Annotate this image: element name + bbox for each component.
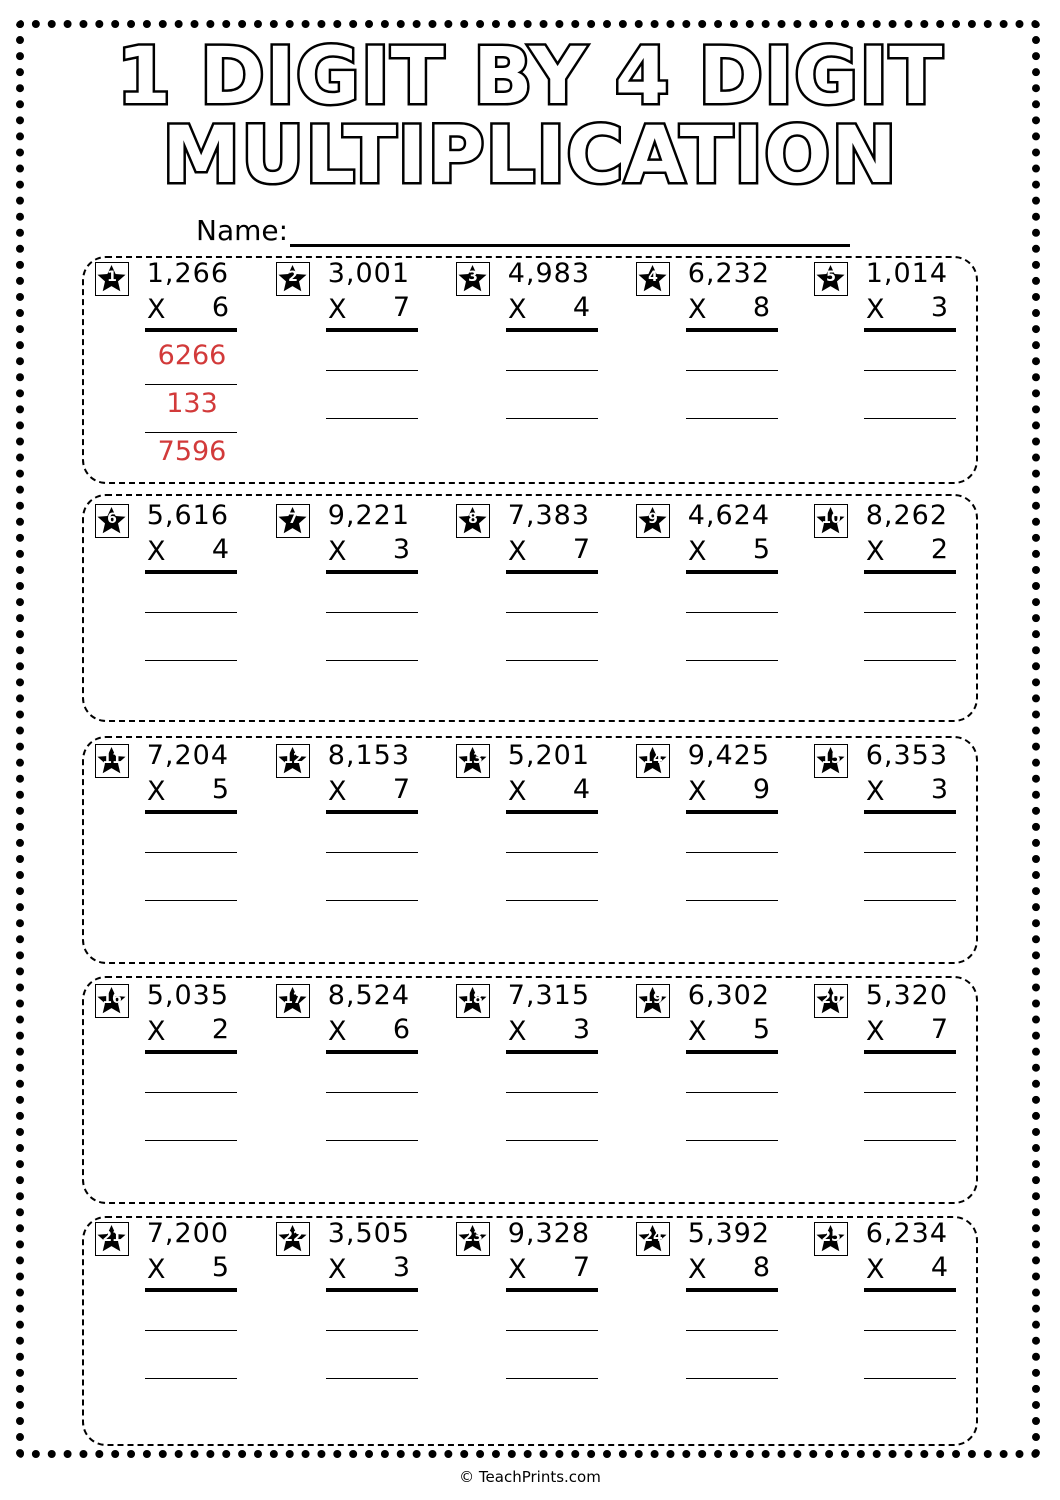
star-number-badge xyxy=(814,1222,848,1256)
answer-bar xyxy=(506,810,598,814)
answer-bar xyxy=(864,1288,956,1292)
answer-line-1[interactable] xyxy=(686,612,778,613)
problem-number: 22 xyxy=(283,1229,303,1245)
star-number-badge xyxy=(814,504,848,538)
times-sign: X xyxy=(508,776,527,807)
multiplicand: 6,234 xyxy=(865,1218,948,1249)
answer-bar xyxy=(686,1288,778,1292)
multiplicand: 8,153 xyxy=(327,740,410,771)
answer-line-2[interactable] xyxy=(864,660,956,661)
multiplier: 4 xyxy=(572,774,590,805)
times-sign: X xyxy=(508,1254,527,1285)
multiplier: 5 xyxy=(752,1014,770,1045)
multiplier: 8 xyxy=(752,292,770,323)
multiplicand: 5,320 xyxy=(865,980,948,1011)
answer-line-1[interactable] xyxy=(145,612,237,613)
answer-line-2[interactable] xyxy=(326,1378,418,1379)
star-number-badge xyxy=(276,504,310,538)
partial-product-1: 6266 xyxy=(157,340,227,371)
problem-4 xyxy=(636,258,806,442)
problem-number: 3 xyxy=(468,269,478,285)
answer-line-2[interactable] xyxy=(145,900,237,901)
answer-line-2[interactable] xyxy=(864,418,956,419)
answer-bar xyxy=(864,328,956,332)
answer-line-1[interactable] xyxy=(864,612,956,613)
times-sign: X xyxy=(147,1016,166,1047)
problem-number: 1 xyxy=(107,269,117,285)
answer-line-2[interactable] xyxy=(686,660,778,661)
problem-number: 10 xyxy=(821,511,841,527)
problem-number: 12 xyxy=(283,751,303,767)
answer-line-1[interactable] xyxy=(145,1330,237,1331)
answer-bar xyxy=(864,570,956,574)
answer-line-2[interactable] xyxy=(864,1378,956,1379)
times-sign: X xyxy=(866,294,885,325)
star-number-badge xyxy=(276,744,310,778)
problem-12 xyxy=(276,740,446,924)
answer-line-2[interactable] xyxy=(326,900,418,901)
answer-line-1[interactable] xyxy=(686,1092,778,1093)
star-number-badge xyxy=(95,504,129,538)
answer-line-1[interactable] xyxy=(506,1092,598,1093)
answer-bar xyxy=(506,1050,598,1054)
answer-line-2[interactable] xyxy=(145,660,237,661)
problem-number: 16 xyxy=(102,991,122,1007)
answer-line-2[interactable] xyxy=(686,1378,778,1379)
star-number-badge xyxy=(276,262,310,296)
problem-number: 4 xyxy=(648,269,658,285)
times-sign: X xyxy=(866,536,885,567)
problem-number: 20 xyxy=(821,991,841,1007)
answer-line-1[interactable] xyxy=(145,1092,237,1093)
answer-line-2[interactable] xyxy=(686,900,778,901)
answer-line-2[interactable] xyxy=(145,1140,237,1141)
times-sign: X xyxy=(866,776,885,807)
star-number-badge xyxy=(814,744,848,778)
problem-number: 7 xyxy=(288,511,298,527)
answer-line-1[interactable] xyxy=(326,370,418,371)
problem-13 xyxy=(456,740,626,924)
multiplicand: 7,200 xyxy=(146,1218,229,1249)
multiplicand: 7,383 xyxy=(507,500,590,531)
multiplicand: 1,014 xyxy=(865,258,948,289)
multiplier: 5 xyxy=(211,1252,229,1283)
star-number-badge xyxy=(814,984,848,1018)
problem-number: 11 xyxy=(102,751,122,767)
problem-number: 21 xyxy=(102,1229,122,1245)
answer-line-1[interactable] xyxy=(506,370,598,371)
multiplicand: 8,524 xyxy=(327,980,410,1011)
multiplicand: 3,505 xyxy=(327,1218,410,1249)
answer-line-1[interactable] xyxy=(145,852,237,853)
problem-number: 18 xyxy=(463,991,483,1007)
answer-line-1[interactable] xyxy=(864,852,956,853)
times-sign: X xyxy=(688,776,707,807)
answer-line-1[interactable] xyxy=(864,1330,956,1331)
answer-line-2[interactable] xyxy=(506,1378,598,1379)
problem-10 xyxy=(814,500,984,684)
answer-result: 7596 xyxy=(157,436,227,467)
star-number-badge xyxy=(456,984,490,1018)
multiplicand: 4,624 xyxy=(687,500,770,531)
star-number-badge xyxy=(95,1222,129,1256)
multiplicand: 5,616 xyxy=(146,500,229,531)
times-sign: X xyxy=(688,1016,707,1047)
multiplicand: 5,035 xyxy=(146,980,229,1011)
problem-2 xyxy=(276,258,446,442)
problem-17 xyxy=(276,980,446,1164)
times-sign: X xyxy=(866,1016,885,1047)
star-number-badge xyxy=(636,984,670,1018)
answer-bar xyxy=(145,1050,237,1054)
answer-bar xyxy=(145,810,237,814)
problem-18 xyxy=(456,980,626,1164)
problem-14 xyxy=(636,740,806,924)
problem-8 xyxy=(456,500,626,684)
problem-15 xyxy=(814,740,984,924)
answer-line-1[interactable] xyxy=(686,852,778,853)
answer-bar xyxy=(326,810,418,814)
times-sign: X xyxy=(147,1254,166,1285)
answer-bar xyxy=(326,1288,418,1292)
multiplicand: 4,983 xyxy=(507,258,590,289)
times-sign: X xyxy=(147,294,166,325)
answer-line-1[interactable] xyxy=(326,852,418,853)
multiplicand: 7,315 xyxy=(507,980,590,1011)
star-number-badge xyxy=(95,984,129,1018)
multiplicand: 6,353 xyxy=(865,740,948,771)
star-number-badge xyxy=(95,744,129,778)
times-sign: X xyxy=(688,1254,707,1285)
multiplier: 4 xyxy=(930,1252,948,1283)
answer-line-2[interactable] xyxy=(326,1140,418,1141)
multiplicand: 6,232 xyxy=(687,258,770,289)
times-sign: X xyxy=(147,536,166,567)
star-number-badge xyxy=(456,1222,490,1256)
multiplier: 3 xyxy=(930,774,948,805)
problem-number: 5 xyxy=(826,269,836,285)
multiplier: 2 xyxy=(930,534,948,565)
problem-number: 8 xyxy=(468,511,478,527)
problem-number: 25 xyxy=(821,1229,841,1245)
multiplier: 3 xyxy=(392,534,410,565)
answer-bar xyxy=(864,1050,956,1054)
answer-bar xyxy=(145,328,237,332)
multiplier: 3 xyxy=(930,292,948,323)
answer-bar xyxy=(326,328,418,332)
answer-line-1[interactable] xyxy=(506,852,598,853)
multiplicand: 3,001 xyxy=(327,258,410,289)
star-number-badge xyxy=(814,262,848,296)
star-number-badge xyxy=(456,504,490,538)
times-sign: X xyxy=(688,536,707,567)
times-sign: X xyxy=(328,536,347,567)
problem-19 xyxy=(636,980,806,1164)
multiplicand: 7,204 xyxy=(146,740,229,771)
answer-line-2[interactable] xyxy=(686,418,778,419)
multiplicand: 9,425 xyxy=(687,740,770,771)
multiplier: 8 xyxy=(752,1252,770,1283)
worksheet-title-line-2: MULTIPLICATION xyxy=(162,111,898,201)
answer-line-2[interactable] xyxy=(326,418,418,419)
problem-11 xyxy=(95,740,265,924)
answer-line-2[interactable] xyxy=(326,660,418,661)
answer-line-1[interactable] xyxy=(326,1330,418,1331)
answer-bar xyxy=(145,1288,237,1292)
star-number-badge xyxy=(276,984,310,1018)
multiplier: 3 xyxy=(572,1014,590,1045)
answer-bar xyxy=(686,1050,778,1054)
multiplier: 2 xyxy=(211,1014,229,1045)
answer-line-2[interactable] xyxy=(506,900,598,901)
multiplicand: 1,266 xyxy=(146,258,229,289)
problem-number: 24 xyxy=(643,1229,663,1245)
answer-line-2[interactable] xyxy=(686,1140,778,1141)
problem-25 xyxy=(814,1218,984,1402)
answer-line-1[interactable] xyxy=(506,1330,598,1331)
answer-bar xyxy=(686,570,778,574)
problem-number: 13 xyxy=(463,751,483,767)
answer-line-1[interactable] xyxy=(686,1330,778,1331)
problem-number: 6 xyxy=(107,511,117,527)
times-sign: X xyxy=(328,1254,347,1285)
star-number-badge xyxy=(636,262,670,296)
problem-number: 23 xyxy=(463,1229,483,1245)
multiplier: 7 xyxy=(572,534,590,565)
work-line xyxy=(145,384,237,385)
star-number-badge xyxy=(636,1222,670,1256)
multiplier: 5 xyxy=(211,774,229,805)
answer-line-2[interactable] xyxy=(506,1140,598,1141)
answer-bar xyxy=(864,810,956,814)
star-number-badge xyxy=(636,744,670,778)
problem-9 xyxy=(636,500,806,684)
partial-product-2: 133 xyxy=(166,388,218,419)
problem-number: 9 xyxy=(648,511,658,527)
times-sign: X xyxy=(328,1016,347,1047)
multiplier: 4 xyxy=(572,292,590,323)
problem-number: 15 xyxy=(821,751,841,767)
answer-line-2[interactable] xyxy=(864,900,956,901)
star-number-badge xyxy=(636,504,670,538)
answer-line-2[interactable] xyxy=(506,660,598,661)
multiplicand: 6,302 xyxy=(687,980,770,1011)
times-sign: X xyxy=(866,1254,885,1285)
problem-21 xyxy=(95,1218,265,1402)
name-label: Name: xyxy=(196,214,289,247)
answer-bar xyxy=(506,328,598,332)
answer-bar xyxy=(506,1288,598,1292)
star-number-badge xyxy=(276,1222,310,1256)
copyright-footer: © TeachPrints.com xyxy=(459,1468,601,1486)
work-line xyxy=(145,432,237,433)
problem-number: 14 xyxy=(643,751,663,767)
answer-line-2[interactable] xyxy=(864,1140,956,1141)
answer-bar xyxy=(686,810,778,814)
multiplicand: 5,201 xyxy=(507,740,590,771)
answer-line-1[interactable] xyxy=(506,612,598,613)
name-row xyxy=(196,214,856,250)
multiplier: 3 xyxy=(392,1252,410,1283)
problem-23 xyxy=(456,1218,626,1402)
problem-1 xyxy=(95,258,265,467)
name-field[interactable] xyxy=(290,244,850,247)
multiplicand: 8,262 xyxy=(865,500,948,531)
times-sign: X xyxy=(328,776,347,807)
problem-7 xyxy=(276,500,446,684)
answer-line-2[interactable] xyxy=(145,1378,237,1379)
problem-3 xyxy=(456,258,626,442)
star-number-badge xyxy=(456,744,490,778)
problem-24 xyxy=(636,1218,806,1402)
answer-bar xyxy=(686,328,778,332)
answer-bar xyxy=(326,570,418,574)
times-sign: X xyxy=(147,776,166,807)
answer-bar xyxy=(326,1050,418,1054)
answer-line-2[interactable] xyxy=(506,418,598,419)
multiplier: 7 xyxy=(572,1252,590,1283)
problem-16 xyxy=(95,980,265,1164)
star-number-badge xyxy=(95,262,129,296)
multiplier: 6 xyxy=(392,1014,410,1045)
problem-number: 17 xyxy=(283,991,303,1007)
problem-22 xyxy=(276,1218,446,1402)
problem-number: 2 xyxy=(288,269,298,285)
problem-20 xyxy=(814,980,984,1164)
times-sign: X xyxy=(508,294,527,325)
problem-6 xyxy=(95,500,265,684)
problem-5 xyxy=(814,258,984,442)
multiplier: 7 xyxy=(930,1014,948,1045)
times-sign: X xyxy=(508,536,527,567)
multiplier: 4 xyxy=(211,534,229,565)
problem-number: 19 xyxy=(643,991,663,1007)
multiplier: 6 xyxy=(211,292,229,323)
multiplier: 7 xyxy=(392,774,410,805)
multiplier: 5 xyxy=(752,534,770,565)
times-sign: X xyxy=(688,294,707,325)
multiplier: 7 xyxy=(392,292,410,323)
answer-bar xyxy=(506,570,598,574)
multiplicand: 9,221 xyxy=(327,500,410,531)
times-sign: X xyxy=(508,1016,527,1047)
answer-line-1[interactable] xyxy=(326,612,418,613)
times-sign: X xyxy=(328,294,347,325)
multiplicand: 9,328 xyxy=(507,1218,590,1249)
multiplicand: 5,392 xyxy=(687,1218,770,1249)
answer-line-1[interactable] xyxy=(864,370,956,371)
worksheet-title-line-1: 1 DIGIT BY 4 DIGIT xyxy=(116,32,944,122)
answer-bar xyxy=(145,570,237,574)
answer-line-1[interactable] xyxy=(686,370,778,371)
answer-line-1[interactable] xyxy=(864,1092,956,1093)
answer-line-1[interactable] xyxy=(326,1092,418,1093)
star-number-badge xyxy=(456,262,490,296)
multiplier: 9 xyxy=(752,774,770,805)
